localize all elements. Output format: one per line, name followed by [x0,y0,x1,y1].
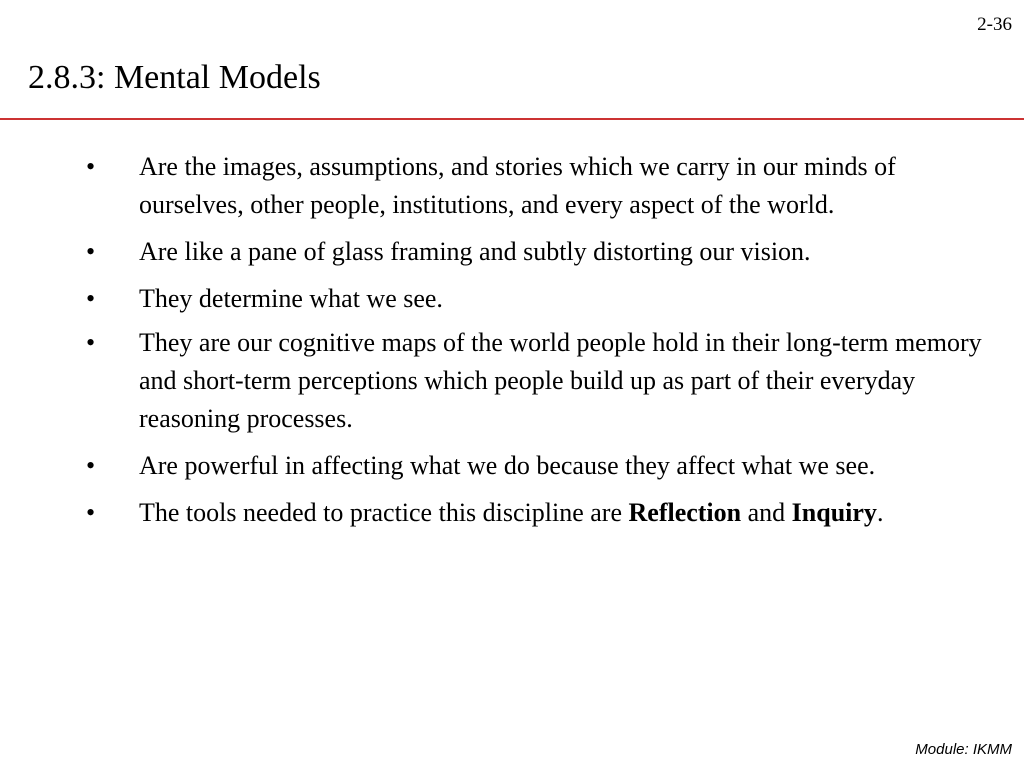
bullet-marker: • [86,152,96,181]
bullet-text: Are powerful in affecting what we do because they affect what we see. [139,451,876,480]
bullet-text [139,498,883,527]
bullet-text-part: The tools needed to practice this discipline are [139,498,629,527]
bullet-item [86,447,996,485]
bullet-text-part: . [876,498,884,527]
bullet-marker: • [86,498,96,527]
bullet-item [86,494,996,532]
bullet-marker: • [86,451,96,480]
title-divider [0,118,1024,120]
bullet-text: They determine what we see. [139,284,443,313]
bullet-marker: • [86,328,96,357]
bullet-text: Are like a pane of glass framing and subtly distorting our vision. [139,237,811,266]
reflection-term: Reflection [628,498,742,527]
bullet-text: Are the images, assumptions, and stories which we carry in our minds of ourselves, other people, institutions, and every aspect of the world. [139,152,896,219]
bullet-item [86,324,996,438]
bullet-item [86,280,996,318]
bullet-text-part: and [741,498,792,527]
module-footer: Module: IKMM [915,741,1012,758]
bullet-marker: • [86,284,96,313]
bullet-item [86,233,996,271]
bullet-marker: • [86,237,96,266]
slide-title: 2.8.3: Mental Models [28,59,321,96]
inquiry-term: Inquiry [791,498,877,527]
bullet-item [86,148,996,224]
slide-number: 2-36 [977,14,1012,35]
bullet-text: They are our cognitive maps of the world people hold in their long-term memory and short-term perceptions which people build up as part of their everyday reasoning processes. [139,328,982,433]
bullet-list [86,148,996,541]
